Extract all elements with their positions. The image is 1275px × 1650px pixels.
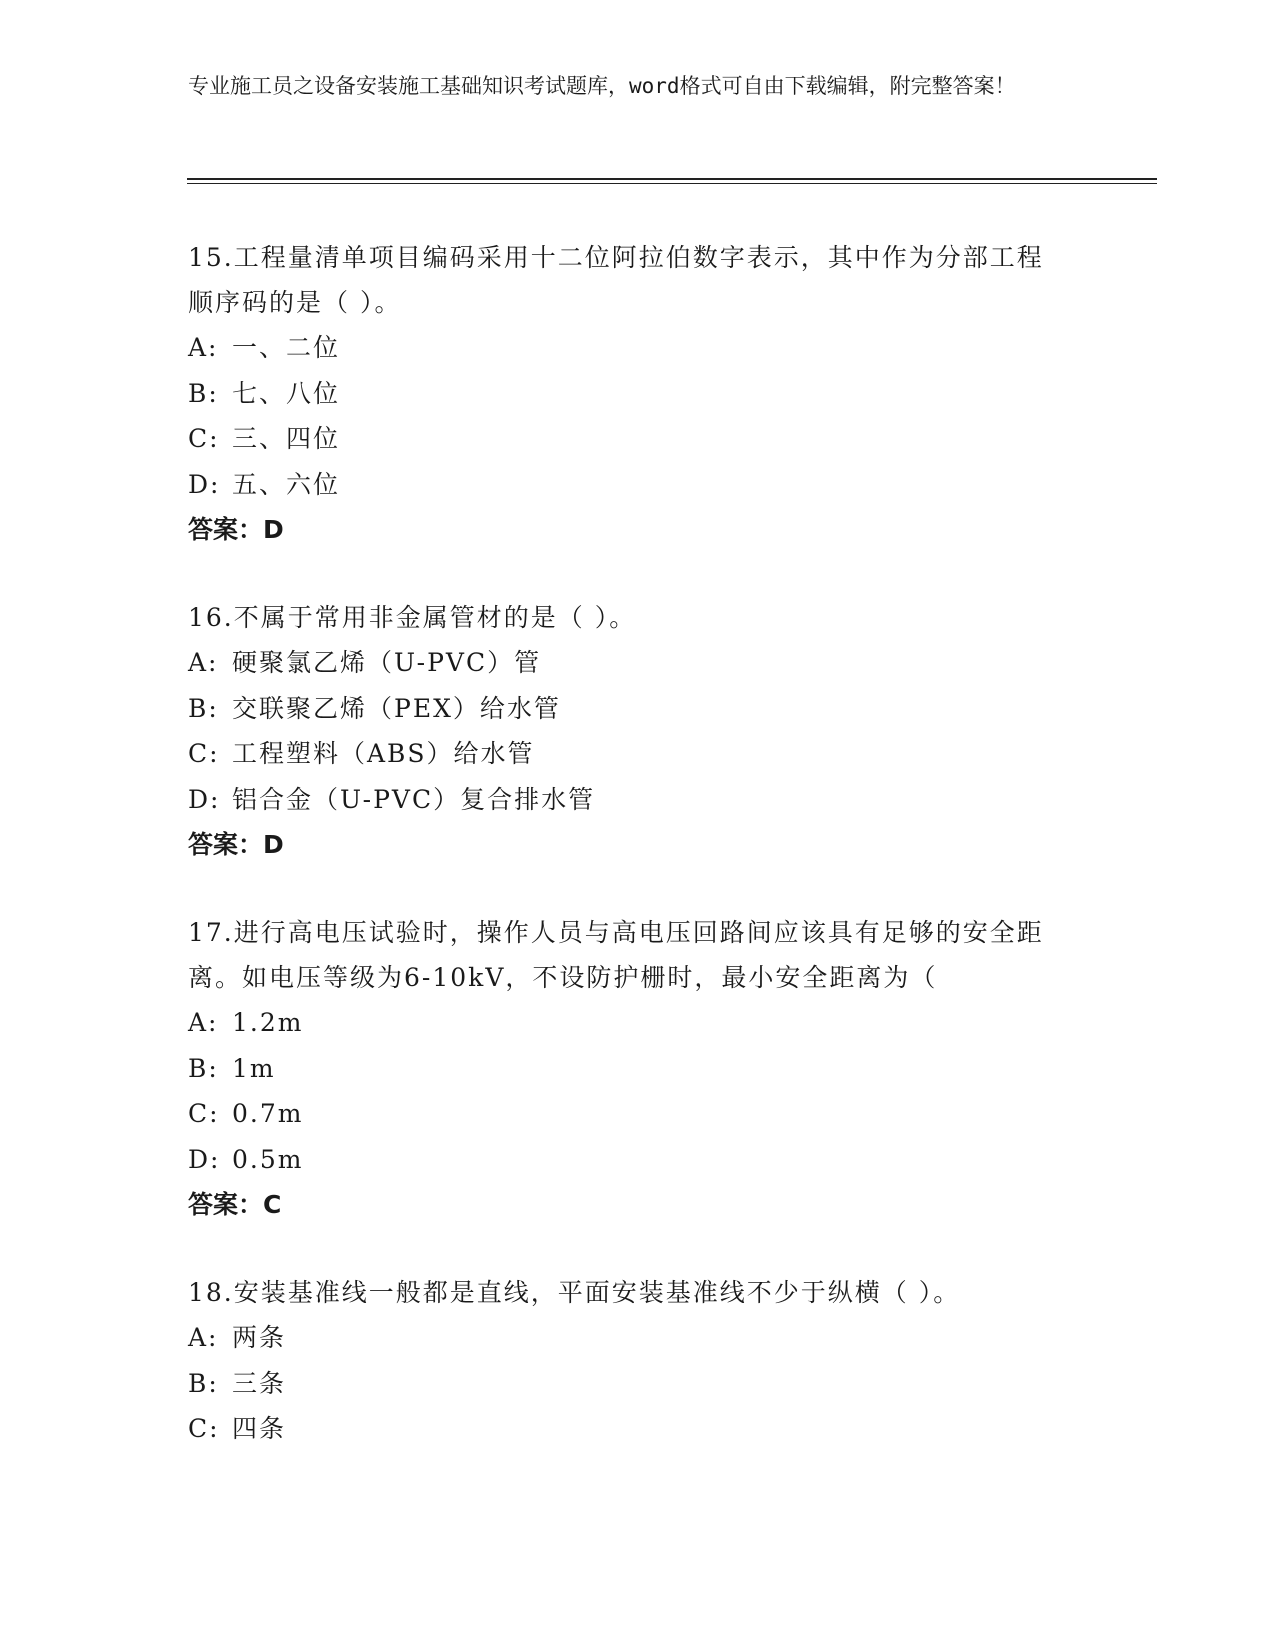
option-a xyxy=(188,325,1158,371)
question-stem: 16.不属于常用非金属管材的是（ ）。 xyxy=(188,603,637,632)
option-label: D: xyxy=(188,784,221,814)
option-c xyxy=(188,1406,1158,1452)
option-label: C: xyxy=(188,1414,220,1443)
option-text: 七、八位 xyxy=(232,378,341,408)
answer-line: 答案：C xyxy=(188,1190,282,1219)
option-label: B: xyxy=(188,1053,219,1083)
option-label: D: xyxy=(188,1144,221,1174)
answer-line: 答案：D xyxy=(188,515,284,544)
option-label: C: xyxy=(188,739,220,768)
option-label: A: xyxy=(188,333,219,362)
option-label: D: xyxy=(188,469,221,499)
option-text: 0.5m xyxy=(232,1144,304,1174)
header-divider xyxy=(187,178,1157,184)
option-text: 四条 xyxy=(232,1414,287,1443)
option-label: A: xyxy=(188,648,219,677)
question-stem: 15.工程量清单项目编码采用十二位阿拉伯数字表示，其中作为分部工程顺序码的是（ ）。 xyxy=(188,243,1044,317)
option-d xyxy=(188,1137,1158,1183)
option-text: 一、二位 xyxy=(232,333,341,362)
question-stem: 18.安装基准线一般都是直线，平面安装基准线不少于纵横（ ）。 xyxy=(188,1278,961,1307)
option-b xyxy=(188,686,1158,732)
option-text: 1m xyxy=(232,1053,276,1083)
question-list xyxy=(188,235,1158,1452)
option-d xyxy=(188,777,1158,823)
question-16 xyxy=(188,595,1158,867)
option-label: A: xyxy=(188,1008,219,1037)
option-text: 0.7m xyxy=(232,1099,304,1128)
spacer xyxy=(188,552,1158,595)
option-label: B: xyxy=(188,693,219,723)
option-a xyxy=(188,640,1158,686)
option-text: 交联聚乙烯（PEX）给水管 xyxy=(232,693,561,723)
option-label: C: xyxy=(188,1099,220,1128)
option-b xyxy=(188,1361,1158,1407)
document-page xyxy=(188,70,1158,1443)
option-a xyxy=(188,1000,1158,1046)
option-text: 三、四位 xyxy=(232,424,341,453)
option-label: A: xyxy=(188,1323,219,1352)
option-label: B: xyxy=(188,1368,219,1398)
option-b xyxy=(188,1046,1158,1092)
option-text: 铝合金（U-PVC）复合排水管 xyxy=(232,784,596,814)
document-header: 专业施工员之设备安装施工基础知识考试题库，word格式可自由下载编辑，附完整答案！ xyxy=(188,74,1016,98)
option-text: 工程塑料（ABS）给水管 xyxy=(232,739,535,768)
option-text: 两条 xyxy=(232,1323,287,1352)
question-15 xyxy=(188,235,1158,552)
spacer xyxy=(188,1227,1158,1270)
option-a xyxy=(188,1315,1158,1361)
option-text: 硬聚氯乙烯（U-PVC）管 xyxy=(232,648,542,677)
option-text: 三条 xyxy=(232,1368,287,1398)
option-text: 五、六位 xyxy=(232,469,341,499)
option-label: C: xyxy=(188,424,220,453)
option-c xyxy=(188,731,1158,777)
question-stem: 17.进行高电压试验时，操作人员与高电压回路间应该具有足够的安全距离。如电压等级为6-10kV，不设防护栅时，最小安全距离为（ xyxy=(188,918,1044,992)
option-c xyxy=(188,416,1158,462)
option-b xyxy=(188,371,1158,417)
option-d xyxy=(188,462,1158,508)
spacer xyxy=(188,867,1158,910)
answer-line: 答案：D xyxy=(188,830,284,859)
option-label: B: xyxy=(188,378,219,408)
option-text: 1.2m xyxy=(232,1008,304,1037)
question-18 xyxy=(188,1270,1158,1452)
question-17 xyxy=(188,910,1158,1227)
option-c xyxy=(188,1091,1158,1137)
